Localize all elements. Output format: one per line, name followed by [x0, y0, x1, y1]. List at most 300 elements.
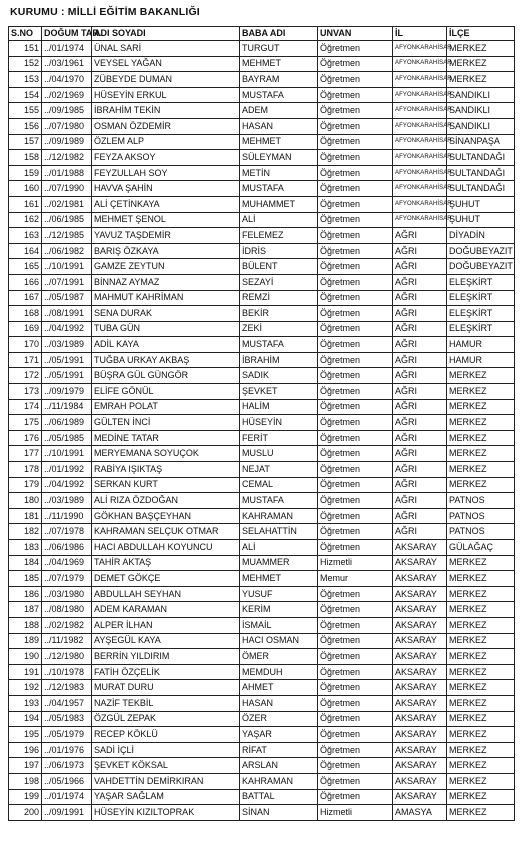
table-row — [9, 680, 515, 696]
cell-district: DİYADİN — [447, 228, 515, 244]
cell-province: AFYONKARAHİSAR — [393, 72, 447, 88]
cell-title: Öğretmen — [318, 72, 393, 88]
cell-birth-date: ../09/1991 — [42, 805, 92, 821]
cell-birth-date: ../12/1983 — [42, 680, 92, 696]
cell-sno: 167 — [9, 290, 42, 306]
cell-title: Memur — [318, 571, 393, 587]
cell-sno: 171 — [9, 352, 42, 368]
cell-birth-date: ../06/1986 — [42, 540, 92, 556]
cell-birth-date: ../09/1989 — [42, 134, 92, 150]
table-row — [9, 321, 515, 337]
cell-birth-date: ../03/1989 — [42, 337, 92, 353]
cell-birth-date: ../07/1978 — [42, 524, 92, 540]
cell-district: MERKEZ — [447, 789, 515, 805]
cell-full-name: FEYZA AKSOY — [92, 150, 240, 166]
cell-province: AKSARAY — [393, 680, 447, 696]
cell-title: Öğretmen — [318, 243, 393, 259]
cell-sno: 188 — [9, 617, 42, 633]
cell-full-name: EMRAH POLAT — [92, 399, 240, 415]
cell-birth-date: ../05/1983 — [42, 711, 92, 727]
cell-sno: 163 — [9, 228, 42, 244]
cell-birth-date: ../04/1957 — [42, 695, 92, 711]
cell-sno: 174 — [9, 399, 42, 415]
cell-full-name: RABİYA IŞIKTAŞ — [92, 462, 240, 478]
cell-full-name: ŞEVKET KÖKSAL — [92, 758, 240, 774]
cell-district: MERKEZ — [447, 430, 515, 446]
cell-full-name: MEHMET ŞENOL — [92, 212, 240, 228]
table-row — [9, 742, 515, 758]
cell-father-name: MEHMET — [240, 571, 318, 587]
cell-full-name: TUBA GÜN — [92, 321, 240, 337]
table-row — [9, 415, 515, 431]
cell-district: MERKEZ — [447, 727, 515, 743]
cell-title: Öğretmen — [318, 493, 393, 509]
cell-title: Öğretmen — [318, 680, 393, 696]
cell-district: DOĞUBEYAZIT — [447, 259, 515, 275]
cell-province: AFYONKARAHİSAR — [393, 134, 447, 150]
cell-district: MERKEZ — [447, 56, 515, 72]
cell-province: AMASYA — [393, 805, 447, 821]
cell-sno: 193 — [9, 695, 42, 711]
cell-sno: 190 — [9, 649, 42, 665]
cell-sno: 181 — [9, 508, 42, 524]
cell-full-name: ÖZGÜL ZEPAK — [92, 711, 240, 727]
cell-title: Öğretmen — [318, 742, 393, 758]
cell-title: Öğretmen — [318, 228, 393, 244]
cell-sno: 183 — [9, 540, 42, 556]
cell-sno: 173 — [9, 384, 42, 400]
cell-father-name: MUHAMMET — [240, 196, 318, 212]
table-row — [9, 805, 515, 821]
table-row — [9, 571, 515, 587]
table-row — [9, 633, 515, 649]
cell-father-name: MUSTAFA — [240, 87, 318, 103]
cell-sno: 192 — [9, 680, 42, 696]
cell-father-name: HALİM — [240, 399, 318, 415]
cell-father-name: MUSLU — [240, 446, 318, 462]
cell-father-name: İDRİS — [240, 243, 318, 259]
cell-full-name: GÖKHAN BAŞÇEYHAN — [92, 508, 240, 524]
cell-birth-date: ../05/1991 — [42, 368, 92, 384]
cell-full-name: SERKAN KURT — [92, 477, 240, 493]
cell-birth-date: ../02/1982 — [42, 617, 92, 633]
cell-title: Öğretmen — [318, 352, 393, 368]
cell-full-name: FEYZULLAH SOY — [92, 165, 240, 181]
cell-title: Öğretmen — [318, 384, 393, 400]
cell-father-name: CEMAL — [240, 477, 318, 493]
cell-full-name: HAVVA ŞAHİN — [92, 181, 240, 197]
cell-title: Öğretmen — [318, 727, 393, 743]
cell-sno: 189 — [9, 633, 42, 649]
cell-sno: 175 — [9, 415, 42, 431]
cell-district: MERKEZ — [447, 399, 515, 415]
table-row — [9, 243, 515, 259]
cell-sno: 168 — [9, 306, 42, 322]
cell-father-name: YAŞAR — [240, 727, 318, 743]
cell-birth-date: ../07/1991 — [42, 274, 92, 290]
table-row — [9, 368, 515, 384]
cell-full-name: FATİH ÖZÇELİK — [92, 664, 240, 680]
cell-full-name: DEMET GÖKÇE — [92, 571, 240, 587]
cell-full-name: VAHDETTİN DEMİRKIRAN — [92, 773, 240, 789]
cell-full-name: ALPER İLHAN — [92, 617, 240, 633]
cell-sno: 172 — [9, 368, 42, 384]
cell-title: Öğretmen — [318, 56, 393, 72]
cell-province: AĞRI — [393, 243, 447, 259]
table-row — [9, 56, 515, 72]
cell-province: AFYONKARAHİSAR — [393, 56, 447, 72]
cell-full-name: MURAT DURU — [92, 680, 240, 696]
cell-sno: 157 — [9, 134, 42, 150]
cell-district: MERKEZ — [447, 805, 515, 821]
cell-province: AĞRI — [393, 493, 447, 509]
cell-father-name: MUSTAFA — [240, 181, 318, 197]
cell-province: AKSARAY — [393, 695, 447, 711]
cell-birth-date: ../08/1991 — [42, 306, 92, 322]
cell-title: Öğretmen — [318, 321, 393, 337]
table-row — [9, 72, 515, 88]
table-row — [9, 664, 515, 680]
cell-full-name: ÖZLEM ALP — [92, 134, 240, 150]
cell-birth-date: ../01/1976 — [42, 742, 92, 758]
cell-title: Öğretmen — [318, 477, 393, 493]
cell-full-name: YAVUZ TAŞDEMİR — [92, 228, 240, 244]
cell-birth-date: ../04/1970 — [42, 72, 92, 88]
cell-province: AFYONKARAHİSAR — [393, 118, 447, 134]
cell-sno: 177 — [9, 446, 42, 462]
cell-father-name: ÖMER — [240, 649, 318, 665]
cell-title: Öğretmen — [318, 430, 393, 446]
cell-title: Öğretmen — [318, 150, 393, 166]
cell-sno: 185 — [9, 571, 42, 587]
cell-father-name: FERİT — [240, 430, 318, 446]
cell-title: Hizmetli — [318, 805, 393, 821]
cell-birth-date: ../05/1985 — [42, 430, 92, 446]
table-row — [9, 103, 515, 119]
table-row — [9, 212, 515, 228]
cell-full-name: AYŞEGÜL KAYA — [92, 633, 240, 649]
cell-sno: 179 — [9, 477, 42, 493]
cell-province: AĞRI — [393, 524, 447, 540]
cell-province: AFYONKARAHİSAR — [393, 165, 447, 181]
cell-district: GÜLAĞAÇ — [447, 540, 515, 556]
cell-sno: 158 — [9, 150, 42, 166]
cell-father-name: MEHMET — [240, 56, 318, 72]
personnel-table — [8, 26, 515, 821]
cell-birth-date: ../03/1989 — [42, 493, 92, 509]
cell-sno: 161 — [9, 196, 42, 212]
cell-father-name: NEJAT — [240, 462, 318, 478]
table-row — [9, 462, 515, 478]
table-row — [9, 150, 515, 166]
table-row — [9, 446, 515, 462]
cell-birth-date: ../09/1979 — [42, 384, 92, 400]
cell-full-name: HACI ABDULLAH KOYUNCU — [92, 540, 240, 556]
table-row — [9, 617, 515, 633]
cell-title: Öğretmen — [318, 399, 393, 415]
table-row — [9, 259, 515, 275]
table-row — [9, 118, 515, 134]
cell-birth-date: ../05/1966 — [42, 773, 92, 789]
cell-title: Öğretmen — [318, 586, 393, 602]
cell-title: Öğretmen — [318, 181, 393, 197]
cell-father-name: BEKİR — [240, 306, 318, 322]
cell-sno: 194 — [9, 711, 42, 727]
cell-full-name: VEYSEL YAĞAN — [92, 56, 240, 72]
cell-full-name: ELİFE GÖNÜL — [92, 384, 240, 400]
cell-district: SULTANDAĞI — [447, 181, 515, 197]
cell-province: AKSARAY — [393, 540, 447, 556]
cell-province: AFYONKARAHİSAR — [393, 196, 447, 212]
cell-district: ELEŞKİRT — [447, 290, 515, 306]
cell-province: AFYONKARAHİSAR — [393, 103, 447, 119]
cell-sno: 162 — [9, 212, 42, 228]
cell-father-name: SÜLEYMAN — [240, 150, 318, 166]
cell-full-name: GÜLTEN İNCİ — [92, 415, 240, 431]
cell-province: AĞRI — [393, 352, 447, 368]
cell-father-name: METİN — [240, 165, 318, 181]
cell-district: MERKEZ — [447, 41, 515, 57]
cell-birth-date: ../11/1990 — [42, 508, 92, 524]
table-header-row — [9, 27, 515, 41]
cell-birth-date: ../01/1974 — [42, 41, 92, 57]
table-row — [9, 134, 515, 150]
cell-father-name: ÖZER — [240, 711, 318, 727]
cell-father-name: MEMDUH — [240, 664, 318, 680]
cell-father-name: MUSTAFA — [240, 493, 318, 509]
cell-district: SİNANPAŞA — [447, 134, 515, 150]
cell-full-name: MERYEMANA SOYUÇOK — [92, 446, 240, 462]
cell-title: Öğretmen — [318, 508, 393, 524]
cell-father-name: HACI OSMAN — [240, 633, 318, 649]
cell-title: Öğretmen — [318, 118, 393, 134]
cell-district: MERKEZ — [447, 680, 515, 696]
table-row — [9, 773, 515, 789]
cell-district: MERKEZ — [447, 368, 515, 384]
cell-province: AĞRI — [393, 430, 447, 446]
cell-birth-date: ../12/1982 — [42, 150, 92, 166]
cell-title: Öğretmen — [318, 524, 393, 540]
cell-district: MERKEZ — [447, 773, 515, 789]
cell-title: Öğretmen — [318, 87, 393, 103]
table-row — [9, 477, 515, 493]
cell-district: MERKEZ — [447, 555, 515, 571]
cell-district: MERKEZ — [447, 664, 515, 680]
cell-province: AĞRI — [393, 321, 447, 337]
cell-sno: 154 — [9, 87, 42, 103]
cell-title: Öğretmen — [318, 212, 393, 228]
table-row — [9, 352, 515, 368]
cell-sno: 184 — [9, 555, 42, 571]
cell-province: AĞRI — [393, 477, 447, 493]
cell-title: Öğretmen — [318, 617, 393, 633]
cell-father-name: HASAN — [240, 118, 318, 134]
cell-sno: 191 — [9, 664, 42, 680]
cell-province: AKSARAY — [393, 633, 447, 649]
cell-district: MERKEZ — [447, 742, 515, 758]
table-row — [9, 228, 515, 244]
cell-province: AKSARAY — [393, 711, 447, 727]
column-header-title: UNVAN — [318, 27, 393, 41]
cell-birth-date: ../02/1969 — [42, 87, 92, 103]
cell-father-name: ZEKİ — [240, 321, 318, 337]
cell-province: AĞRI — [393, 228, 447, 244]
cell-sno: 176 — [9, 430, 42, 446]
cell-province: AKSARAY — [393, 586, 447, 602]
cell-district: MERKEZ — [447, 602, 515, 618]
cell-province: AĞRI — [393, 446, 447, 462]
cell-district: SANDIKLI — [447, 118, 515, 134]
cell-birth-date: ../07/1990 — [42, 181, 92, 197]
table-body — [9, 41, 515, 821]
cell-father-name: TURGUT — [240, 41, 318, 57]
cell-father-name: KAHRAMAN — [240, 508, 318, 524]
cell-birth-date: ../04/1969 — [42, 555, 92, 571]
table-row — [9, 306, 515, 322]
table-row — [9, 290, 515, 306]
cell-sno: 153 — [9, 72, 42, 88]
cell-father-name: MUSTAFA — [240, 337, 318, 353]
cell-province: AĞRI — [393, 415, 447, 431]
cell-full-name: MEDİNE TATAR — [92, 430, 240, 446]
cell-province: AFYONKARAHİSAR — [393, 150, 447, 166]
cell-birth-date: ../03/1961 — [42, 56, 92, 72]
cell-sno: 170 — [9, 337, 42, 353]
cell-district: MERKEZ — [447, 462, 515, 478]
table-row — [9, 274, 515, 290]
cell-father-name: BATTAL — [240, 789, 318, 805]
table-row — [9, 540, 515, 556]
table-row — [9, 165, 515, 181]
cell-title: Öğretmen — [318, 290, 393, 306]
table-row — [9, 337, 515, 353]
cell-sno: 200 — [9, 805, 42, 821]
cell-full-name: ALİ RIZA ÖZDOĞAN — [92, 493, 240, 509]
cell-full-name: ADİL KAYA — [92, 337, 240, 353]
cell-full-name: OSMAN ÖZDEMİR — [92, 118, 240, 134]
cell-sno: 198 — [9, 773, 42, 789]
cell-province: AKSARAY — [393, 602, 447, 618]
cell-full-name: GAMZE ZEYTUN — [92, 259, 240, 275]
cell-full-name: ÜNAL SARİ — [92, 41, 240, 57]
table-row — [9, 649, 515, 665]
column-header-birth-date: DOĞUM TAR. — [42, 27, 92, 41]
cell-full-name: ABDULLAH SEYHAN — [92, 586, 240, 602]
cell-full-name: HÜSEYİN ERKUL — [92, 87, 240, 103]
table-row — [9, 695, 515, 711]
cell-sno: 182 — [9, 524, 42, 540]
cell-title: Öğretmen — [318, 165, 393, 181]
cell-full-name: BERRİN YILDIRIM — [92, 649, 240, 665]
cell-birth-date: ../05/1979 — [42, 727, 92, 743]
cell-birth-date: ../11/1984 — [42, 399, 92, 415]
cell-full-name: NAZİF TEKBİL — [92, 695, 240, 711]
cell-birth-date: ../02/1981 — [42, 196, 92, 212]
cell-district: ŞUHUT — [447, 212, 515, 228]
cell-full-name: BİNNAZ AYMAZ — [92, 274, 240, 290]
table-row — [9, 555, 515, 571]
cell-father-name: BAYRAM — [240, 72, 318, 88]
column-header-province: İL — [393, 27, 447, 41]
cell-father-name: ALİ — [240, 540, 318, 556]
cell-sno: 199 — [9, 789, 42, 805]
cell-full-name: ZÜBEYDE DUMAN — [92, 72, 240, 88]
column-header-full-name: ADI SOYADI — [92, 27, 240, 41]
cell-father-name: YUSUF — [240, 586, 318, 602]
cell-father-name: SİNAN — [240, 805, 318, 821]
cell-title: Öğretmen — [318, 695, 393, 711]
cell-full-name: İBRAHİM TEKİN — [92, 103, 240, 119]
cell-province: AFYONKARAHİSAR — [393, 181, 447, 197]
cell-province: AFYONKARAHİSAR — [393, 212, 447, 228]
cell-title: Öğretmen — [318, 274, 393, 290]
column-header-district: İLÇE — [447, 27, 515, 41]
cell-province: AFYONKARAHİSAR — [393, 41, 447, 57]
cell-province: AKSARAY — [393, 649, 447, 665]
cell-province: AKSARAY — [393, 789, 447, 805]
cell-father-name: ARSLAN — [240, 758, 318, 774]
cell-birth-date: ../11/1982 — [42, 633, 92, 649]
cell-title: Öğretmen — [318, 462, 393, 478]
cell-birth-date: ../01/1992 — [42, 462, 92, 478]
cell-birth-date: ../05/1987 — [42, 290, 92, 306]
cell-title: Öğretmen — [318, 633, 393, 649]
cell-title: Öğretmen — [318, 103, 393, 119]
cell-title: Öğretmen — [318, 415, 393, 431]
cell-father-name: SEZAYİ — [240, 274, 318, 290]
cell-district: MERKEZ — [447, 633, 515, 649]
cell-district: PATNOS — [447, 524, 515, 540]
cell-full-name: YAŞAR SAĞLAM — [92, 789, 240, 805]
table-row — [9, 758, 515, 774]
cell-title: Öğretmen — [318, 306, 393, 322]
cell-district: ELEŞKİRT — [447, 306, 515, 322]
cell-full-name: SENA DURAK — [92, 306, 240, 322]
table-row — [9, 384, 515, 400]
cell-province: AKSARAY — [393, 571, 447, 587]
cell-district: MERKEZ — [447, 617, 515, 633]
cell-full-name: SADİ İÇLİ — [92, 742, 240, 758]
cell-sno: 159 — [9, 165, 42, 181]
cell-province: AĞRI — [393, 259, 447, 275]
table-row — [9, 602, 515, 618]
cell-sno: 186 — [9, 586, 42, 602]
cell-birth-date: ../06/1982 — [42, 243, 92, 259]
cell-full-name: TAHİR AKTAŞ — [92, 555, 240, 571]
cell-title: Öğretmen — [318, 649, 393, 665]
cell-district: ŞUHUT — [447, 196, 515, 212]
cell-birth-date: ../01/1988 — [42, 165, 92, 181]
cell-father-name: İSMAİL — [240, 617, 318, 633]
cell-full-name: ALİ ÇETİNKAYA — [92, 196, 240, 212]
cell-sno: 178 — [9, 462, 42, 478]
cell-full-name: MAHMUT KAHRİMAN — [92, 290, 240, 306]
cell-birth-date: ../10/1991 — [42, 259, 92, 275]
cell-title: Hizmetli — [318, 555, 393, 571]
cell-father-name: KAHRAMAN — [240, 773, 318, 789]
cell-father-name: BÜLENT — [240, 259, 318, 275]
cell-province: AKSARAY — [393, 773, 447, 789]
cell-sno: 197 — [9, 758, 42, 774]
cell-sno: 151 — [9, 41, 42, 57]
cell-birth-date: ../10/1978 — [42, 664, 92, 680]
cell-father-name: ADEM — [240, 103, 318, 119]
cell-province: AĞRI — [393, 274, 447, 290]
cell-sno: 187 — [9, 602, 42, 618]
table-row — [9, 524, 515, 540]
table-row — [9, 711, 515, 727]
cell-province: AĞRI — [393, 399, 447, 415]
